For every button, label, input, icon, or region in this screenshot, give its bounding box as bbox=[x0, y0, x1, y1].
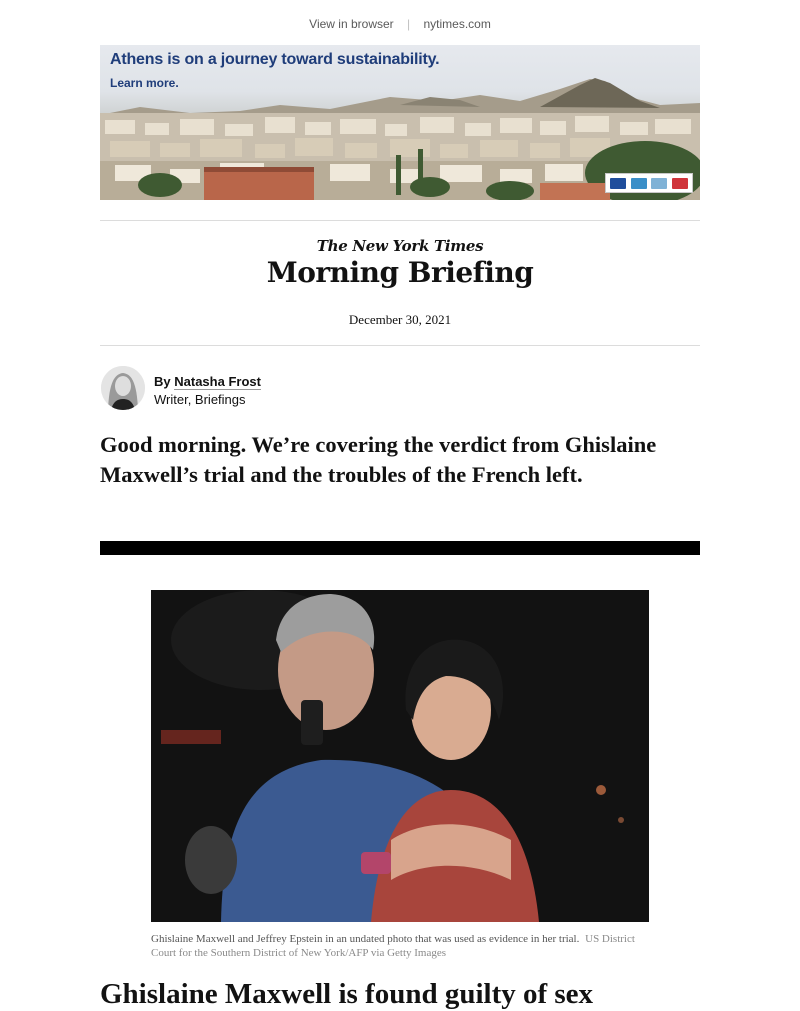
byline-prefix: By bbox=[154, 374, 171, 389]
story-photo[interactable] bbox=[151, 590, 649, 922]
intro-paragraph: Good morning. We’re covering the verdict from Ghislaine Maxwell’s trial and the troubles of the French left. bbox=[100, 432, 657, 487]
sponsor-ad-banner[interactable] bbox=[100, 45, 700, 200]
byline bbox=[154, 374, 261, 389]
eu-flag-icon bbox=[610, 178, 626, 189]
topbar-separator: | bbox=[407, 17, 411, 31]
author-avatar bbox=[101, 366, 145, 410]
view-in-browser-link[interactable]: View in browser bbox=[309, 17, 394, 31]
nyt-logo: The New York Times bbox=[316, 237, 484, 255]
email-top-links bbox=[0, 17, 800, 31]
section-divider-bar bbox=[100, 541, 700, 555]
divider bbox=[100, 220, 700, 221]
sponsor-logo-icon bbox=[651, 178, 667, 189]
divider bbox=[100, 345, 700, 346]
nytimes-link[interactable]: nytimes.com bbox=[423, 17, 491, 31]
ad-learn-more-link[interactable]: Learn more. bbox=[110, 76, 179, 90]
author-name-link[interactable]: Natasha Frost bbox=[174, 374, 261, 389]
photo-caption bbox=[151, 932, 651, 960]
ad-headline[interactable]: Athens is on a journey toward sustainability. bbox=[110, 51, 440, 68]
newsletter-title: Morning Briefing bbox=[266, 256, 534, 289]
sponsor-logos bbox=[605, 173, 693, 193]
story-headline[interactable]: Ghislaine Maxwell is found guilty of sex bbox=[100, 978, 594, 1010]
caption-text: Ghislaine Maxwell and Jeffrey Epstein in an undated photo that was used as evidence in her trial. bbox=[151, 933, 580, 945]
photo-credit: US District Court for the Southern District of New York/AFP via Getty Images bbox=[151, 933, 635, 959]
espa-logo-icon bbox=[672, 178, 688, 189]
issue-date: December 30, 2021 bbox=[348, 312, 452, 327]
author-title: Writer, Briefings bbox=[154, 392, 246, 407]
sponsor-logo-icon bbox=[631, 178, 647, 189]
